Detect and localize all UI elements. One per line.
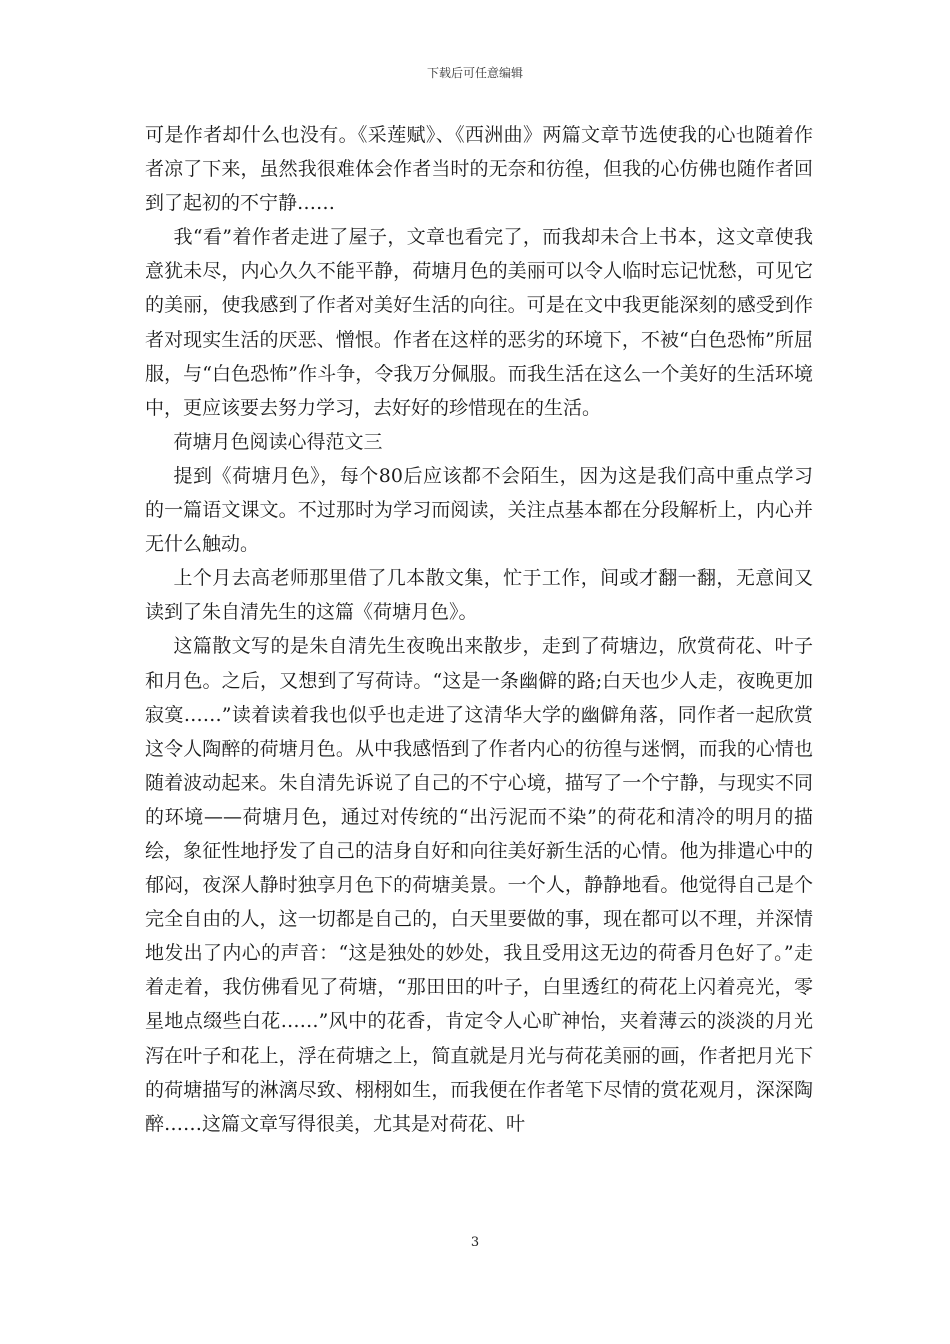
page-header: 下载后可任意编辑 — [426, 66, 523, 80]
document-body — [145, 118, 813, 1141]
paragraph-analysis: 这篇散文写的是朱自清先生夜晚出来散步，走到了荷塘边，欣赏荷花、叶子和月色。之后，又想到了写荷诗。“这是一条幽僻的路;白天也少人走，夜晚更加寂寞……”读着读着我也似乎也走进了这清华大学的幽僻角落，同作者一起欣赏这令人陶醉的荷塘月色。从中我感悟到了作者内心的彷徨与迷惘，而我的心情也随着波动起来。朱自清先诉说了自己的不宁心境，描写了一个宁静，与现实不同的环境——荷塘月色，通过对传统的“出污泥而不染”的荷花和清冷的明月的描绘，象征性地抒发了自己的洁身自好和向往美好新生活的心情。他为排遣心中的郁闷，夜深人静时独享月色下的荷塘美景。一个人，静静地看。他觉得自己是个完全自由的人，这一切都是自己的，白天里要做的事，现在都可以不理，并深情地发出了内心的声音：“这是独处的妙处，我且受用这无边的荷香月色好了。”走着走着，我仿佛看见了荷塘，“那田田的叶子，白里透红的荷花上闪着亮光，零星地点缀些白花……”风中的花香，肯定令人心旷神怡，夹着薄云的淡淡的月光泻在叶子和花上，浮在荷塘之上，简直就是月光与荷花美丽的画，作者把月光下的荷塘描写的淋漓尽致、栩栩如生，而我便在作者笔下尽情的赏花观月，深深陶醉……这篇文章写得很美，尤其是对荷花、叶 — [145, 635, 813, 1135]
paragraph-continuation: 可是作者却什么也没有。《采莲赋》、《西洲曲》两篇文章节选使我的心也随着作者凉了下来，虽然我很难体会作者当时的无奈和彷徨，但我的心仿佛也随作者回到了起初的不宁静…… — [145, 124, 813, 215]
paragraph-intro: 提到《荷塘月色》，每个80后应该都不会陌生，因为这是我们高中重点学习的一篇语文课文。不过那时为学习而阅读，关注点基本都在分段解析上，内心并无什么触动。 — [145, 464, 813, 556]
paragraph-rereading: 上个月去高老师那里借了几本散文集，忙于工作，间或才翻一翻，无意间又读到了朱自清先生的这篇《荷塘月色》。 — [145, 567, 813, 624]
paragraph-reflection: 我“看”着作者走进了屋子，文章也看完了，而我却未合上书本，这文章使我意犹未尽，内心久久不能平静，荷塘月色的美丽可以令人临时忘记忧愁，可见它的美丽，使我感到了作者对美好生活的向往。可是在文中我更能深刻的感受到作者对现实生活的厌恶、憎恨。作者在这样的恶劣的环境下，不被“白色恐怖”所屈服，与“白色恐怖”作斗争，令我万分佩服。而我生活在这么一个美好的生活环境中，更应该要去努力学习，去好好的珍惜现在的生活。 — [145, 226, 813, 419]
page-number: 3 — [470, 1235, 480, 1250]
section-heading: 荷塘月色阅读心得范文三 — [173, 430, 383, 453]
